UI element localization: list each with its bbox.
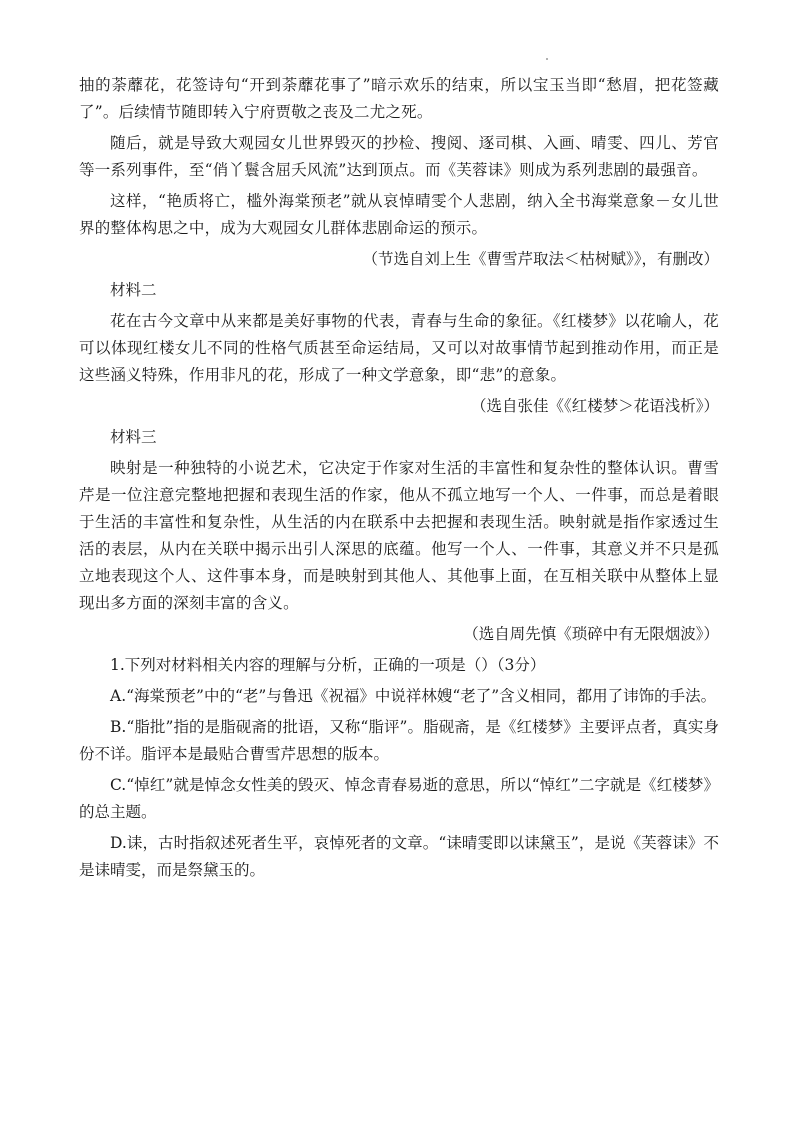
paragraph-events: 随后，就是导致大观园女儿世界毁灭的抄检、搜阅、逐司棋、入画、晴雯、四儿、芳官等一系列事件，至“俏丫鬟含屈夭风流”达到顶点。而《芙蓉诔》则成为系列悲剧的最强音。 <box>79 134 719 179</box>
question-option-c: C.“悼红”就是悼念女性美的毁灭、悼念青春易逝的意思，所以“悼红”二字就是《红楼梦》的总主题。 <box>79 776 719 821</box>
paragraph-begonia: 这样，“艳质将亡，槛外海棠预老”就从哀悼晴雯个人悲剧，纳入全书海棠意象－女儿世界的整体构思之中，成为大观园女儿群体悲剧命运的预示。 <box>79 192 719 237</box>
material-three-heading: 材料三 <box>110 428 157 446</box>
source-citation-2: （选自张佳《《红楼梦＞花语浅析》） <box>470 397 719 415</box>
question-stem: 1.下列对材料相关内容的理解与分析，正确的一项是（）（3分） <box>110 656 546 674</box>
question-option-a: A.“海棠预老”中的“老”与鲁迅《祝福》中说祥林嫂“老了”含义相同，都用了讳饰的手法。 <box>110 687 717 705</box>
material-two-heading: 材料二 <box>110 281 157 299</box>
source-citation-1: （节选自刘上生《曹雪芹取法＜枯树赋》》，有删改） <box>362 250 719 268</box>
paragraph-intro: 抽的荼蘼花，花签诗句“开到荼蘼花事了”暗示欢乐的结束，所以宝玉当即“愁眉，把花签藏了”。后续情节随即转入宁府贾敬之丧及二尤之死。 <box>79 76 719 121</box>
material-three-text: 映射是一种独特的小说艺术，它决定于作家对生活的丰富性和复杂性的整体认识。曹雪芹是一位注意完整地把握和表现生活的作家，他从不孤立地写一个人、一件事，而总是着眼于生活的丰富性和复杂性，从生活的内在联系中去把握和表现生活。映射就是指作家透过生活的表层，从内在关联中揭示出引人深思的底蕴。他写一个人、一件事，其意义并不只是孤立地表现这个人、这件事本身，而是映射到其他人、其他事上面，在互相关联中从整体上显现出多方面的深刻丰富的含义。 <box>79 459 719 612</box>
question-option-d: D.诔，古时指叙述死者生平，哀悼死者的文章。“诔晴雯即以诔黛玉”，是说《芙蓉诔》不是诔晴雯，而是祭黛玉的。 <box>79 834 719 879</box>
scan-speck <box>546 58 548 60</box>
question-option-b: B.“脂批”指的是脂砚斋的批语，又称“脂评”。脂砚斋，是《红楼梦》主要评点者，真实身份不详。脂评本是最贴合曹雪芹思想的版本。 <box>79 718 719 763</box>
source-citation-3: （选自周先慎《琐碎中有无限烟波》） <box>463 625 719 643</box>
material-two-text: 花在古今文章中从来都是美好事物的代表，青春与生命的象征。《红楼梦》以花喻人，花可以体现红楼女儿不同的性格气质甚至命运结局，又可以对故事情节起到推动作用，而正是这些涵义特殊，作用非凡的花，形成了一种文学意象，即“悲”的意象。 <box>79 312 719 384</box>
document-content <box>79 72 719 884</box>
